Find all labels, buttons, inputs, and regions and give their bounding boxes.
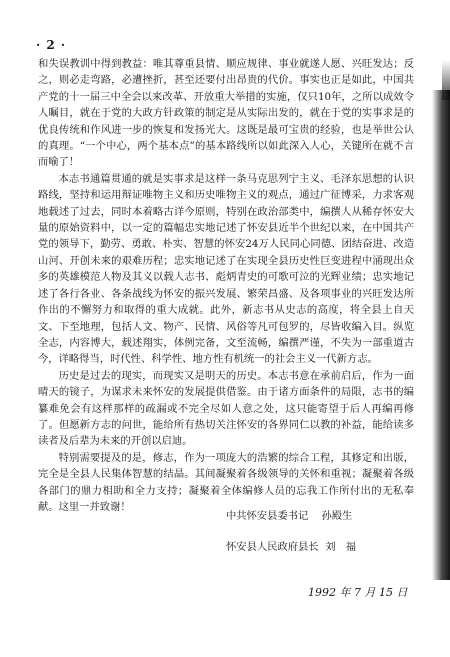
paragraph-history: 历史是过去的现实，而现实又是明天的历史。本志书意在承前启后，作为一面晴天的镜子，为谋求未来怀安的发展提供借鉴。由于诸方面条件的局限，志书的编纂难免会有这样那样的疏漏或不完全尽如人意之处，这只能寄望于后人再编再修了。但愿新方志的问世，能给所有热切关注怀安的各界同仁以教的补益，能给读多读者及后辈为未来的开创以启迪。	[38, 369, 414, 448]
scan-edge-shadow	[432, 90, 450, 580]
page-number: · 2 ·	[36, 38, 67, 52]
body-text	[38, 56, 414, 515]
signature-party-secretary	[226, 508, 426, 524]
signature-county-head	[226, 539, 426, 555]
signature-name: 刘 福	[325, 541, 357, 553]
paragraph-continuation: 和失误教训中得到教益：唯其尊重县情、顺应规律、事业就遂人愿、兴旺发达；反之，则必走弯路，必遭挫折，甚至还要付出昂贵的代价。事实也正是如此，中国共产党的十一届三中全会以来改革、开放重大举措的实施，仅只10年，之所以成效令人瞩目，就在于党的大政方针政策的制定是从实际出发的，就在于党的实事求是的优良传统和作风进一步的恢复和发扬光大。这既是最可宝贵的经验，也是举世公认的真理。“一个中心，两个基本点”的基本路线所以如此深入人心，关键所在就不言而喻了！	[38, 58, 414, 169]
signature-name: 孙殿生	[321, 510, 353, 522]
signature-title: 中共怀安县委书记	[226, 510, 309, 522]
paragraph-methodology: 本志书通篇贯通的就是实事求是这样一条马克思列宁主义、毛泽东思想的认识路线，坚持和运用辩证唯物主义和历史唯物主义的观点，通过广征博采，力求客观地载述了过去，同时本着略古详今原则，特别在政治部类中，编撰人从稀存怀安大量的原始资料中，以一定的篇幅忠实地记述了怀安县近半个世纪以来，在中国共产党的领导下，勤劳、勇敢、朴实、智慧的怀安24万人民同心同德、团结奋进、改造山河、开创未来的艰难历程；忠实地记述了在实现全县历史性巨变进程中涌现出众多的英雄模范人物及其义以载人志书、彪炳青史的可歌可泣的光辉业绩；忠实地记述了各行各业、各条战线为怀安的振兴发展、繁荣昌盛、及各项事业的兴旺发达所作出的不懈努力和取得的重大成就。此外，新志书从史志的高度，将全县上自天文、下至地理，包括人文、物产、民情、风俗等凡可包罗的，尽皆收编入目。纵览全志，内容博大，载述翔实，体例完备，文至流畅，编撰严谨，不失为一部重道古今，详略得当，时代性、科学性、地方性有机统一的社会主义一代新方志。	[38, 172, 414, 366]
signature-title: 怀安县人民政府县长	[226, 541, 319, 553]
signature-date: 1992 年 7 月 15 日	[308, 586, 408, 599]
paragraph-acknowledgement: 特别需要提及的是，修志，作为一项庞大的浩繁的综合工程，其修定和出版，完全是全县人民集体智慧的结晶。其间凝聚着各级领导的关怀和重视；凝聚着各级各部门的鼎力相助和全力支持；凝聚着全体编修人员的忘我工作所付出的无私奉献。这里一并致谢！	[38, 451, 414, 513]
signature-block	[226, 508, 426, 601]
